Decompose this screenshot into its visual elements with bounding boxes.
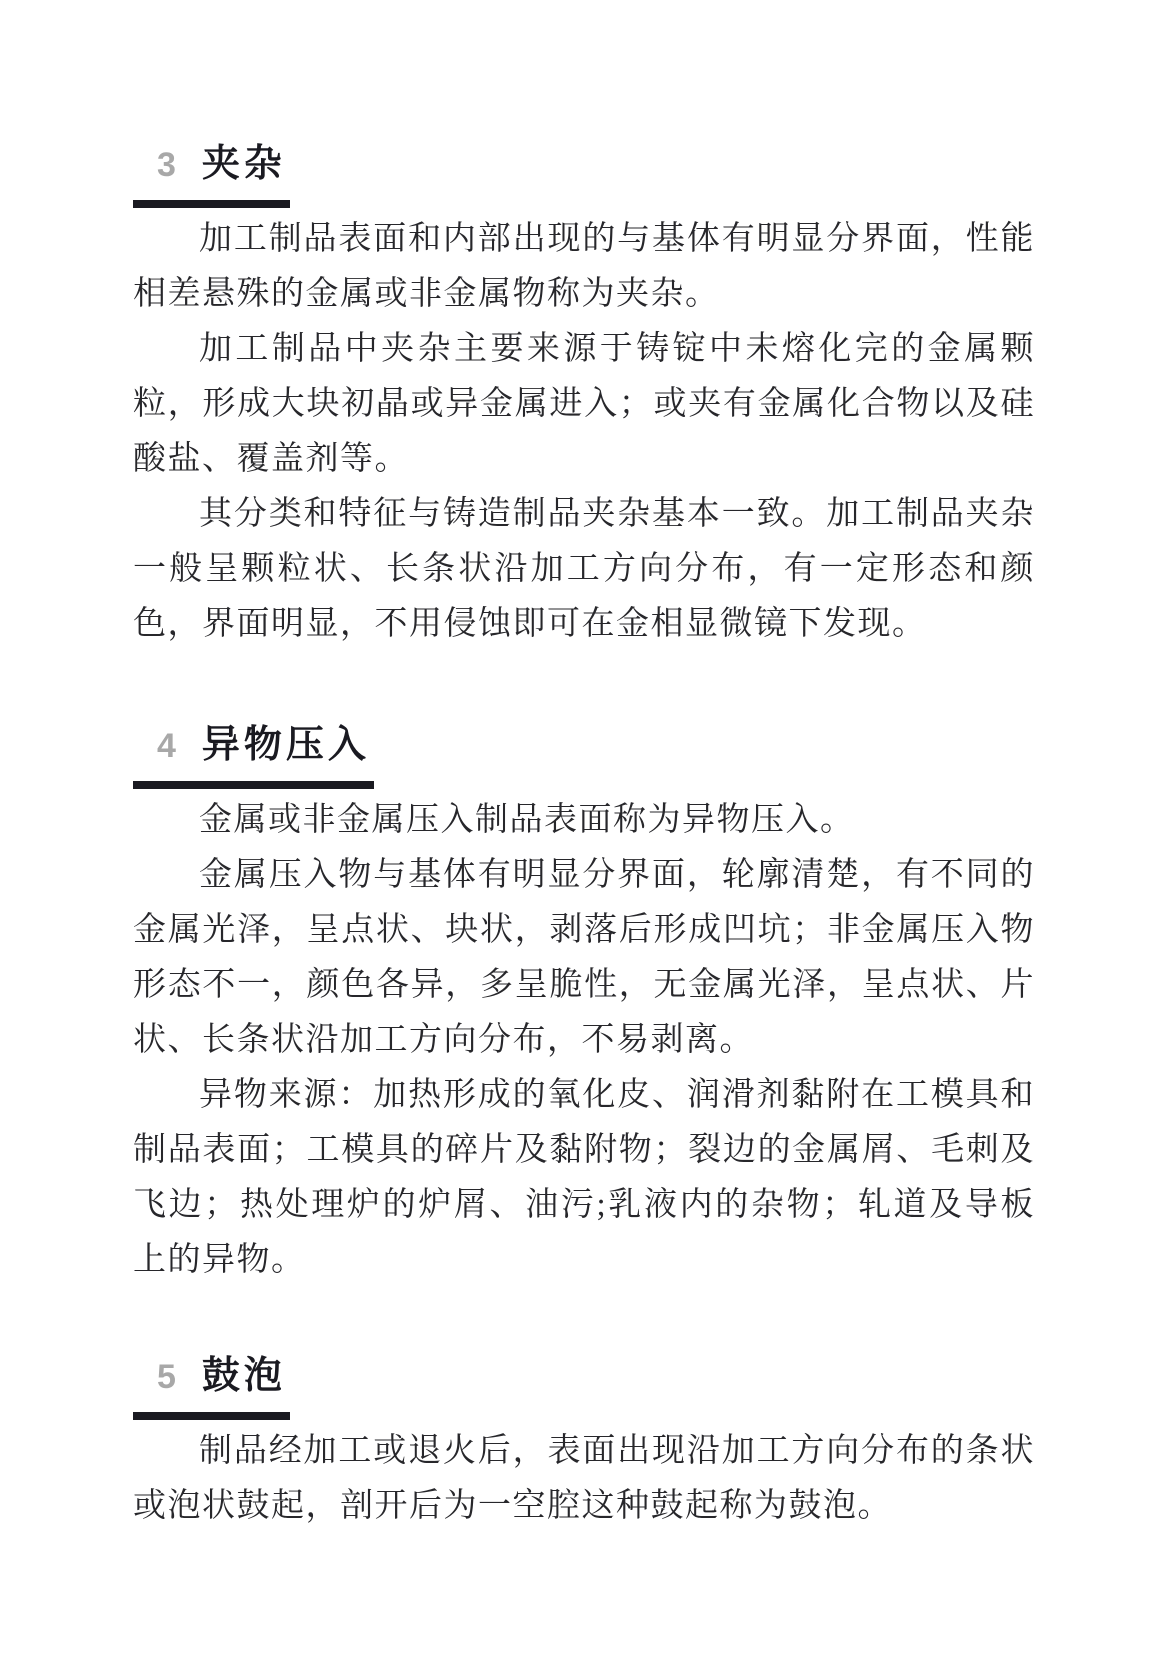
section-number: 3 bbox=[157, 146, 176, 184]
paragraph: 制品经加工或退火后，表面出现沿加工方向分布的条状或泡状鼓起，剖开后为一空腔这种鼓起称为鼓泡。 bbox=[133, 1433, 1035, 1524]
paragraph: 其分类和特征与铸造制品夹杂基本一致。加工制品夹杂一般呈颗粒状、长条状沿加工方向分布，有一定形态和颜色，界面明显，不用侵蚀即可在金相显微镜下发现。 bbox=[133, 496, 1035, 642]
section-heading-4 bbox=[133, 723, 374, 789]
section-gap bbox=[133, 652, 1035, 723]
section-title: 异物压入 bbox=[201, 724, 370, 766]
paragraph: 金属或非金属压入制品表面称为异物压入。 bbox=[199, 802, 855, 838]
section-title: 鼓泡 bbox=[201, 1355, 286, 1397]
section-body bbox=[133, 793, 1035, 1288]
section-foreign-object-pressed-in bbox=[133, 723, 1035, 1288]
section-inclusions bbox=[133, 142, 1035, 652]
section-gap bbox=[133, 1288, 1035, 1354]
paragraph: 异物来源：加热形成的氧化皮、润滑剂黏附在工模具和制品表面；工模具的碎片及黏附物；裂边的金属屑、毛刺及飞边；热处理炉的炉屑、油污;乳液内的杂物；轧道及导板上的异物。 bbox=[133, 1077, 1035, 1278]
section-body bbox=[133, 1424, 1035, 1534]
section-blistering bbox=[133, 1354, 1035, 1534]
paragraph: 加工制品表面和内部出现的与基体有明显分界面，性能相差悬殊的金属或非金属物称为夹杂。 bbox=[133, 221, 1035, 312]
section-number: 4 bbox=[157, 727, 176, 765]
section-heading-3 bbox=[133, 142, 290, 208]
paragraph: 金属压入物与基体有明显分界面，轮廓清楚，有不同的金属光泽，呈点状、块状，剥落后形成凹坑；非金属压入物形态不一，颜色各异，多呈脆性，无金属光泽，呈点状、片状、长条状沿加工方向分布，不易剥离。 bbox=[133, 857, 1035, 1058]
section-number: 5 bbox=[157, 1358, 176, 1396]
section-heading-5 bbox=[133, 1354, 290, 1420]
section-body bbox=[133, 212, 1035, 652]
section-title: 夹杂 bbox=[201, 143, 286, 185]
paragraph: 加工制品中夹杂主要来源于铸锭中未熔化完的金属颗粒，形成大块初晶或异金属进入；或夹有金属化合物以及硅酸盐、覆盖剂等。 bbox=[133, 331, 1035, 477]
